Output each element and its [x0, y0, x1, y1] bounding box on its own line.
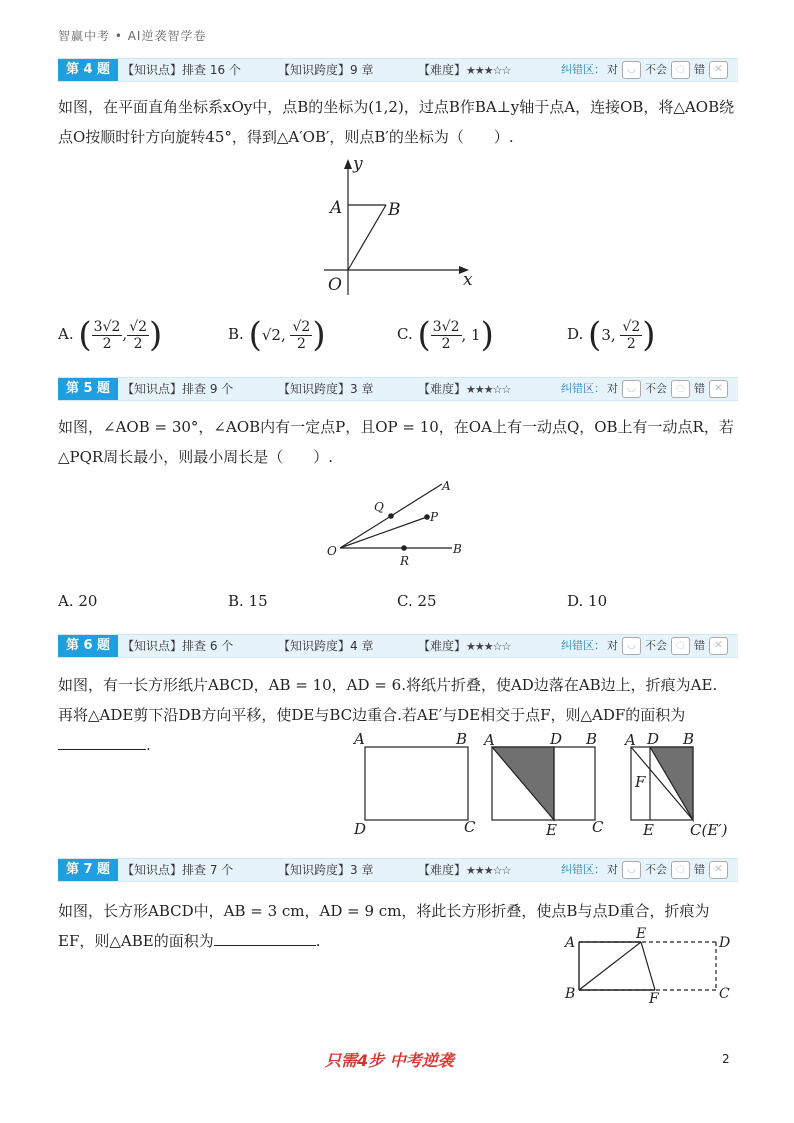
label-p: P	[430, 510, 439, 524]
page-number: 2	[722, 1052, 730, 1066]
correct-checkbox[interactable]: ◡	[622, 380, 641, 398]
knowledge-label: 【知识点】	[122, 639, 183, 653]
wrong-label: 错	[694, 382, 705, 395]
label-f: F	[649, 991, 659, 1007]
answer-blank[interactable]	[214, 929, 316, 946]
span-label: 【知识跨度】	[278, 382, 351, 396]
question-bar-7	[58, 858, 738, 882]
shaded-triangle	[650, 747, 693, 820]
label-d: D	[647, 730, 660, 748]
span-value: 3 章	[350, 863, 374, 877]
option-a[interactable]: A. 20	[58, 592, 98, 610]
label-a: A	[442, 479, 451, 493]
question-bar-5	[58, 377, 738, 401]
fix-area-label: 纠错区：	[561, 382, 605, 395]
correct-checkbox[interactable]: ◡	[622, 861, 641, 879]
label-c-e-prime: C(E′)	[690, 821, 728, 839]
unknown-checkbox[interactable]: ◌	[671, 637, 690, 655]
label-b: B	[586, 730, 598, 748]
span-value: 3 章	[350, 382, 374, 396]
difficulty-stars: ★★★☆☆	[466, 640, 511, 653]
label-b: B	[683, 730, 695, 748]
correct-checkbox[interactable]: ◡	[622, 637, 641, 655]
option-b[interactable]: B. (√2, $\frac{√2}{2}$ )	[228, 315, 326, 355]
difficulty-stars: ★★★☆☆	[466, 864, 511, 877]
figure-rectangle-fold	[560, 925, 740, 1010]
knowledge-value: 排查 7 个	[182, 863, 234, 877]
option-a[interactable]: A. ( $\frac{3√2}{2}$ , $\frac{√2}{2}$ )	[58, 315, 163, 355]
option-letter: C.	[397, 325, 413, 343]
question-text: 如图，在平面直角坐标系xOy中，点B的坐标为(1,2)，过点B作BA⊥y轴于点A，连接OB，将△AOB绕点O按顺时针方向旋转45°，得到△A′OB′，则点B′的坐标为（ ）.	[58, 98, 735, 146]
knowledge-label: 【知识点】	[122, 63, 183, 77]
unknown-label: 不会	[645, 382, 667, 395]
segment-op	[340, 517, 427, 548]
shaded-triangle	[492, 747, 554, 820]
fix-area	[561, 380, 730, 398]
unknown-checkbox[interactable]: ◌	[671, 380, 690, 398]
label-e: E	[636, 926, 647, 942]
question-text-line2: 再将△ADE剪下沿DB方向平移，使DE与BC边重合.若AE′与DE相交于点F，则△ADF的面积为	[58, 706, 686, 724]
unknown-label: 不会	[645, 863, 667, 876]
label-b: B	[388, 200, 401, 220]
fix-area	[561, 861, 730, 879]
question-text-line2: EF，则△ABE的面积为 .	[58, 926, 738, 956]
question-text-line1: 如图，长方形ABCD中，AB = 3 cm，AD = 9 cm，将此长方形折叠，使点B与点D重合，折痕为	[58, 902, 710, 920]
knowledge-label: 【知识点】	[122, 863, 183, 877]
point-q	[388, 513, 394, 519]
label-d: D	[550, 730, 563, 748]
label-y: y	[353, 155, 363, 174]
label-a: A	[565, 935, 576, 951]
label-f: F	[635, 773, 646, 791]
crease-ef	[641, 942, 655, 990]
option-c[interactable]: C. ( $\frac{3√2}{2}$ , 1)	[397, 315, 494, 355]
fix-area-label: 纠错区：	[561, 63, 605, 76]
fix-area	[561, 61, 730, 79]
correct-label: 对	[607, 639, 618, 652]
difficulty-stars: ★★★☆☆	[466, 383, 511, 396]
label-b: B	[565, 986, 576, 1002]
option-letter: D.	[567, 325, 584, 343]
page-header: 智赢中考 • AI逆袭智学卷	[58, 29, 207, 43]
segment-be	[579, 942, 641, 990]
knowledge-label: 【知识点】	[122, 382, 183, 396]
knowledge-value: 排查 9 个	[182, 382, 234, 396]
label-r: R	[400, 554, 410, 568]
label-o: O	[328, 275, 342, 295]
label-b: B	[453, 542, 462, 556]
difficulty-label: 【难度】	[418, 639, 467, 653]
question-number: 第 7 题	[58, 859, 118, 881]
fix-area-label: 纠错区：	[561, 863, 605, 876]
answer-line: .	[58, 730, 738, 760]
wrong-label: 错	[694, 63, 705, 76]
label-b: B	[456, 730, 468, 748]
wrong-checkbox[interactable]: ✕	[709, 380, 728, 398]
span-value: 9 章	[350, 63, 374, 77]
difficulty-label: 【难度】	[418, 863, 467, 877]
unknown-checkbox[interactable]: ◌	[671, 861, 690, 879]
wrong-checkbox[interactable]: ✕	[709, 61, 728, 79]
label-a: A	[484, 731, 495, 749]
correct-label: 对	[607, 863, 618, 876]
figure-coordinate	[320, 155, 480, 300]
question-text: 如图，∠AOB = 30°，∠AOB内有一定点P，且OP = 10，在OA上有一动点Q，OB上有一动点R，若△PQR周长最小，则最小周长是（ ）.	[58, 418, 734, 466]
label-q: Q	[374, 500, 384, 514]
question-bar-4	[58, 58, 738, 82]
correct-checkbox[interactable]: ◡	[622, 61, 641, 79]
knowledge-value: 排查 6 个	[182, 639, 234, 653]
fix-area-label: 纠错区：	[561, 639, 605, 652]
unknown-checkbox[interactable]: ◌	[671, 61, 690, 79]
correct-label: 对	[607, 63, 618, 76]
label-a: A	[330, 198, 343, 218]
wrong-checkbox[interactable]: ✕	[709, 637, 728, 655]
option-d[interactable]: D. 10	[567, 592, 608, 610]
label-c: C	[464, 818, 476, 836]
label-e: E	[546, 821, 557, 839]
figure-angle	[320, 476, 470, 571]
question-number: 第 4 题	[58, 59, 118, 81]
wrong-checkbox[interactable]: ✕	[709, 861, 728, 879]
wrong-label: 错	[694, 639, 705, 652]
option-d[interactable]: D. (3, $\frac{√2}{2}$ )	[567, 315, 656, 355]
question-number: 第 6 题	[58, 635, 118, 657]
question-text-line1: 如图，有一长方形纸片ABCD，AB = 10，AD = 6.将纸片折叠，使AD边落在AB边上，折痕为AE.	[58, 676, 718, 694]
option-letter: B.	[228, 325, 244, 343]
label-d: D	[354, 820, 367, 838]
span-label: 【知识跨度】	[278, 863, 351, 877]
difficulty-label: 【难度】	[418, 382, 467, 396]
fix-area	[561, 637, 730, 655]
segment-ob	[348, 205, 386, 270]
difficulty-stars: ★★★☆☆	[466, 64, 511, 77]
question-bar-6	[58, 634, 738, 658]
label-e: E	[643, 821, 654, 839]
answer-blank[interactable]	[58, 733, 146, 750]
unknown-label: 不会	[645, 63, 667, 76]
rect-abcd	[365, 747, 468, 820]
span-label: 【知识跨度】	[278, 63, 351, 77]
y-arrow-icon	[344, 159, 352, 169]
figure-folding	[350, 728, 750, 843]
point-p	[424, 514, 430, 520]
label-d: D	[719, 935, 731, 951]
label-c: C	[592, 818, 604, 836]
label-a: A	[625, 731, 636, 749]
option-letter: A.	[58, 325, 74, 343]
label-x: x	[463, 270, 473, 290]
span-label: 【知识跨度】	[278, 639, 351, 653]
difficulty-label: 【难度】	[418, 63, 467, 77]
knowledge-value: 排查 16 个	[182, 63, 241, 77]
correct-label: 对	[607, 382, 618, 395]
question-number: 第 5 题	[58, 378, 118, 400]
footer-slogan-logo: 只需4步 中考逆袭	[325, 1051, 454, 1070]
label-a: A	[354, 730, 365, 748]
option-b[interactable]: B. 15	[228, 592, 268, 610]
wrong-label: 错	[694, 863, 705, 876]
point-r	[401, 545, 407, 551]
label-c: C	[719, 986, 730, 1002]
label-o: O	[327, 544, 337, 558]
option-c[interactable]: C. 25	[397, 592, 437, 610]
unknown-label: 不会	[645, 639, 667, 652]
span-value: 4 章	[350, 639, 374, 653]
